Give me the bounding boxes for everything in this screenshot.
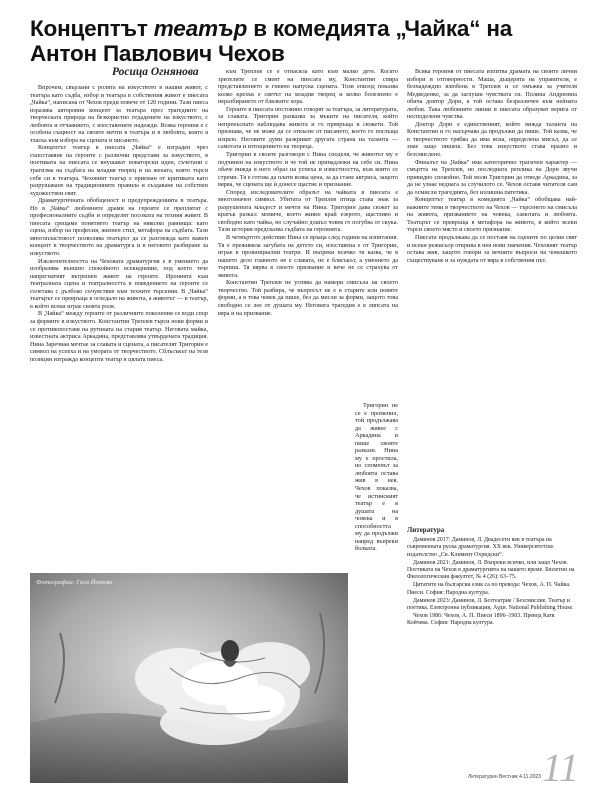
paragraph: В четвъртото действие Нина се връща след години на изпитания. Тя е преживяла загубата на детето си, изоставена е от Тригорин, играе в провинциални театри. И въпреки всичко тя казва, че в нашето дело главното не е славата, не е блясъкът, а умението да търпиш. Тя вярва в своето призвание и вече не се страхува от живота.: [218, 234, 398, 279]
paragraph: Пиесата продължава да се поставя на сцените по целия свят и всеки режисьор открива в нея нови значения. Чеховият театър остава жив, защото говори за вечните въпроси на човешкото съществуване и за нуждата от вяра в собствения път.: [407, 234, 577, 264]
text-column-3: [407, 68, 577, 513]
paragraph: Според изследователите образът на чайката в пиесата е многозначен символ. Убитата от Треплев птица става знак за разрушената младост и мечти на Нина. Тригорин дава сюжет за кратък разказ: момиче, което живее край езерото, щастливо и свободно като чайка, но случайно дошъл човек го погубва от скука. Тази история предсказва съдбата на героинята.: [218, 188, 398, 234]
photo-credit: Фотографии: Галя Йотова: [36, 579, 113, 586]
text-column-1: [30, 84, 208, 564]
paragraph: Драматургичната обобщеност и предупрежденията в театъра. Но в „Чайка“ любовните драми на героите се преплитат с професионалните съдби и определят посоката на техния живот. В пиесата срещаме понятието театър на няколко равнища: като сцена, избор на професия, жизнен стил, метафора на съдбата. Тази многопластовост позволява театърът да се разглежда като важен концепт в творчеството на драматурга и в неговото разбиране за изкуството.: [30, 197, 208, 258]
stage-photo-image: [30, 573, 348, 783]
paragraph: към Треплев се е отнасяла като към малко дете. Когато зрителите се смеят на пиесата му, Константин спира представлението и гневно напуска сцената. Този епизод показва колко крехък е светът на младия творец и колко болезнено е неразбирането от близките хора.: [218, 68, 398, 106]
reference-item: Чехов 1986: Чехов, А. П. Пиеси 1896–1903. Превод Катя Койчева. София: Народна култура.: [407, 613, 555, 627]
reference-item: Даминов 2021: Даминов, Л. Въпреки всичко, или защо Чехов. Поетиката на Чехов в драматургията на нашето време. Бюлетин на Филологическия факултет, № 4 (26): 63–75.: [407, 559, 575, 581]
journal-footer: Литературен Вестник 4.11.2023: [468, 774, 541, 780]
paragraph: Константин Треплев не успява да намери смисъла на своето творчество. Той разбира, че въпросът не е в старите или новите форми, а в това човек да пише, без да мисли за форми, защото това свободно се лее от душата му. Неговата трагедия е в липсата на вяра и на призвание.: [218, 279, 398, 317]
article-title: [30, 16, 575, 66]
page-number: 11: [542, 745, 580, 790]
paragraph: В „Чайка“ между героите от различните поколения се води спор за формите в изкуството. Константин Треплев търси нови форми и се противопоставя на рутината на стария театър. Неговата майка, известната актриса Аркадина, представлява утвърдената традиция. Нина Заречная мечтае за славата и сцената, а писателят Тригорин е символ на успеха и на умората от творчеството. Сблъсъкът на тези позиции изгражда концепта театър в цялата пиеса.: [30, 310, 208, 363]
paragraph: Доктор Дорн е единственият, който вижда таланта на Константин и го насърчава да продължи да пише. Той казва, че в творчеството трябва да има ясна, определена мисъл, да се знае защо пишеш. Без това изкуството става празно и безсмислено.: [407, 120, 577, 159]
author-name: Росица Огнянова: [112, 66, 199, 78]
paragraph: Финалът на „Чайка“ има категорично трагичен характер — смъртта на Треплев, но последната реплика на Дорн звучи привидно спокойно. Той моли Тригорин да отведе Аркадина, за да не узнае веднага за случилото се. Чехов оставя читателя сам да осмисли трагедията, без излишна патетика.: [407, 158, 577, 196]
paragraph: Тригорин не се е променил, той продължава да живее с Аркадина и пише своите разкази. Нина му е простила, но споменът за любовта остава жив в нея. Чехов показва, че истинският театър е в душата на човека и в способността му да продължи напред въпреки болката.: [355, 402, 398, 553]
paragraph: Концептът театър в пиесата „Чайка“ е изграден чрез съпоставяне на героите с различни представи за изкуството, в поетиката на пиесата се внушават новаторски идеи, съчетани с трагизма на съдбата на младия творец и на жената, която търси себе си в театъра. Чеховият театър е приеман от критиката като разрушаване на традиционните правила и създаване на собствен художествен свят.: [30, 144, 208, 197]
stage-photo: [30, 573, 348, 783]
paragraph: Впрочем, свързани с ролята на изкуството в нашия живот, с театъра като съдба, избор и театъра в собствения живот е пиесата „Чайка“, написана от Чехов преди повече от 120 години. Тази пиеса изразява авторовия концепт за театъра през трагедиите на творческата природа на безкористно отдадените на изкуството, с любовта и отчаянието, с изоставените надежди. Всяка героиня е с особена същност на своите мечти в театъра и в любовта, която я тласка към избора на сцената и писането.: [30, 84, 208, 144]
references-section: [407, 527, 577, 757]
reference-item: Даминов 2023: Даминов, Л. Безтеатрие / Безсмислие. Театър и поетика. Електронна публикация, Ауди. National Publishing House.: [407, 597, 574, 612]
title-part-2: в комедията „Чайка“ на Антон Павлович Чехов: [30, 16, 513, 66]
title-italic-word: театър: [153, 16, 248, 41]
paragraph: Концептът театър в комедията „Чайка“ обобщава най-важните теми в творчеството на Чехов — търсенето на смисъла на живота, призванието на човека, самотата и любовта. Театърът се превръща в метафора на живота, в който всеки търси своето място и своето признание.: [407, 196, 577, 234]
text-column-2: [218, 68, 398, 400]
reference-item: Цитатите на български език са по превода: Чехов, А. П. Чайка. Пиеси. София: Народна култура.: [407, 582, 571, 596]
paragraph: Тригорин в своите разговори с Нина споделя, че животът му е подчинен на изкуството и че той не принадлежи на себе си. Нина обаче вижда в него образ на успеха и известността, към които се стреми. Тя е готова да плати всяка цена, за да стане актриса, защото вярва, че сцената ще ѝ донесе щастие и признание.: [218, 151, 398, 189]
reference-item: Даминов 2017: Даминов, Л. Двадесети век в театъра на съвременната руска драматургия. ХХ век. Университетско издателство „Св. Климент Охридски“.: [407, 537, 554, 558]
paragraph: Всяка героиня от пиесата изпитва драмата на своите лични избори и отговорности. Маша, дъщерята на управителя, е безнадеждно влюбена в Треплев и се омъжва за учителя Медведенко, за да заглуши чувствата си. Полина Андреевна обича доктор Дорн, а той остава безразличен към нейната любов. Така любовните линии в пиесата образуват верига от несподелени чувства.: [407, 68, 577, 121]
references-heading: Литература: [407, 527, 445, 534]
title-part-1: Концептът: [30, 16, 154, 41]
paragraph: Изключителността на Чеховата драматургия е в умението да изобразява външно спокойното всекидневие, под което тече напрегнатият вътрешен живот на героите. Иронията към театралната сцена и театралността в поведението на героите се съчетава с дълбоко съчувствие към техните търсения. В „Чайка“ театърът се превръща в огледало на живота, а животът — в театър, в който всеки играе своята роля.: [30, 257, 208, 310]
paragraph: Героите в пиесата постоянно говорят за театъра, за литературата, за славата. Тригорин разказва за мъките на писателя, който непрекъснато наблюдава живота и го превръща в сюжети. Той признава, че не може да се откъсне от писането, което го поглъща изцяло. Неговите думи разкриват другата страна на таланта — самотата и изтощението на твореца.: [218, 105, 398, 151]
text-column-2-narrow: [355, 402, 398, 790]
